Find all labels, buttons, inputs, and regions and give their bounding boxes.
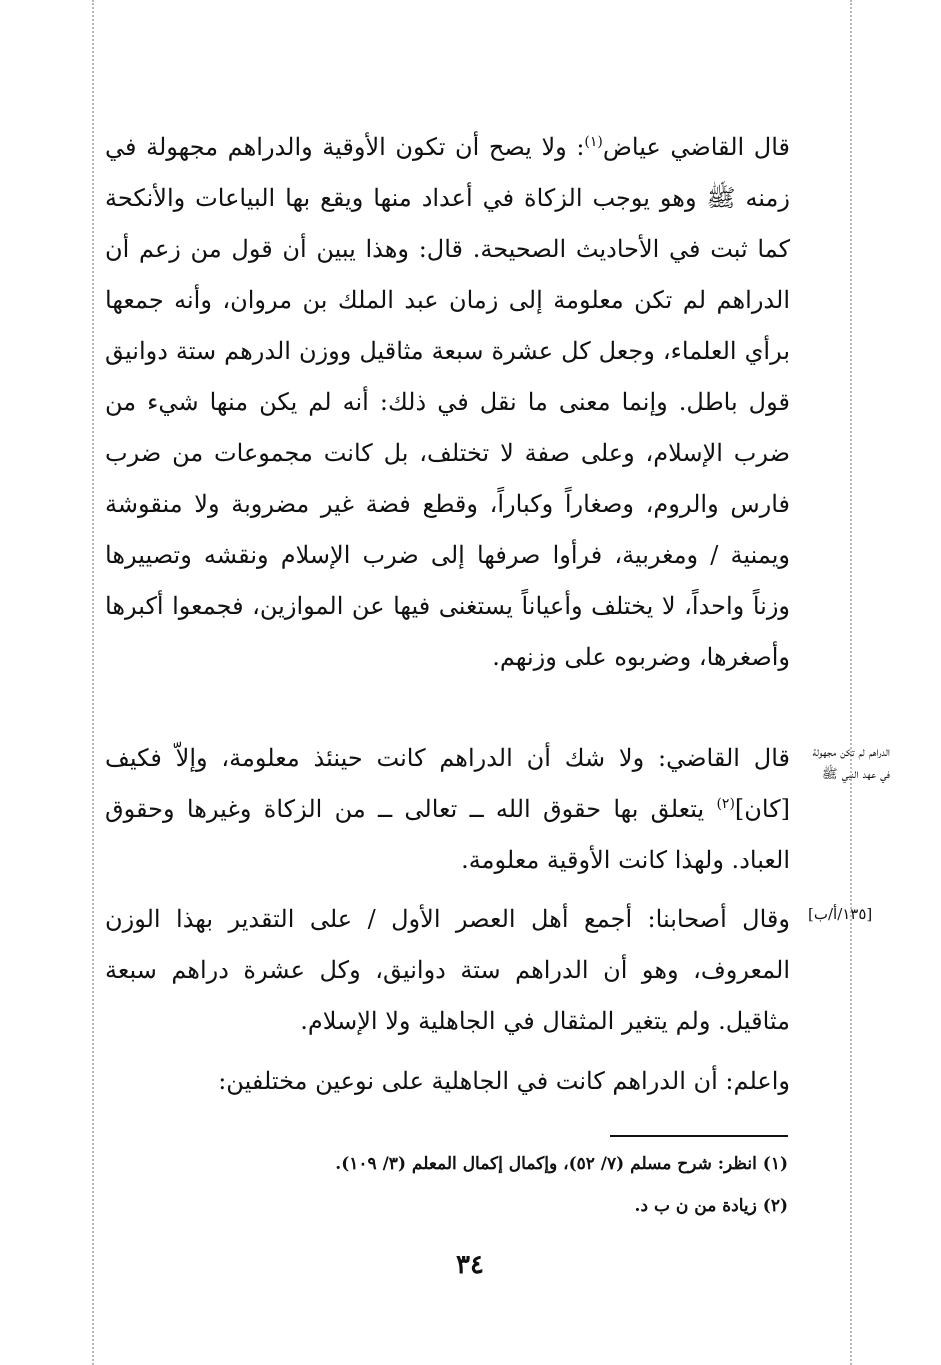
paragraph-3: وقال أصحابنا: أجمع أهل العصر الأول / على التقدير بهذا الوزن المعروف، وهو أن الدراهم ستة دوانيق، وكل عشرة دراهم سبعة مثاقيل. ولم يتغير المثقال في الجاهلية ولا الإسلام. (105, 905, 790, 1035)
footnote-1: (١) انظر: شرح مسلم (٧/ ٥٢)، وإكمال إكمال المعلم (٣/ ١٠٩). (335, 1154, 788, 1174)
paragraph-1-text-b: : ولا يصح أن تكون الأوقية والدراهم مجهولة في زمنه ﷺ وهو يوجب الزكاة في أعداد منها ويقع بها البياعات والأنكحة كما ثبت في الأحاديث الصحيحة. قال: وهذا يبين أن قول من زعم أن الدراهم لم تكن معلومة إلى زمان عبد الملك بن مروان، وأنه جمعها برأي العلماء، وجعل كل عشرة سبعة مثاقيل ووزن الدرهم ستة دوانيق قول باطل. وإنما معنى ما نقل في ذلك: أنه لم يكن منها شيء من ضرب الإسلام، وعلى صفة لا تختلف، بل كانت مجموعات من ضرب فارس والروم، وصغاراً وكباراً، وقطع فضة غير مضروبة ولا منقوشة ويمنية / ومغربية، فرأوا صرفها إلى ضرب الإسلام ونقشه وتصييرها وزناً واحداً، لا يختلف وأعياناً يستغنى فيها عن الموازين، فجمعوا أكبرها وأصغرها، وضربوه على وزنهم. (105, 133, 791, 671)
folio-marker: [١٣٥/أ/ب] (808, 905, 873, 923)
paragraph-2-text-a: قال القاضي: ولا شك أن الدراهم كانت حينئذ معلومة، وإلاّ فكيف [كان] (105, 744, 790, 823)
footnote-2: (٢) زيادة من ن ب د. (634, 1196, 788, 1216)
margin-note: الدراهم لم تكن مجهولة في عهد النبي ﷺ (812, 745, 890, 782)
paragraph-2 (105, 733, 790, 886)
footnote-separator (610, 1135, 788, 1137)
left-dotted-guide (92, 0, 94, 1365)
paragraph-1-text-a: قال القاضي عياض (602, 133, 790, 161)
footnote-ref-2: (٢) (716, 796, 735, 812)
paragraph-1 (105, 122, 790, 683)
footnote-ref-1: (١) (584, 134, 603, 150)
page-number: ٣٤ (456, 1250, 484, 1280)
right-dotted-guide (850, 0, 852, 1365)
paragraph-2-text-b: يتعلق بها حقوق الله ــ تعالى ــ من الزكاة وغيرها وحقوق العباد. ولهذا كانت الأوقية معلومة. (105, 795, 790, 874)
paragraph-4: واعلم: أن الدراهم كانت في الجاهلية على نوعين مختلفين: (218, 1067, 790, 1095)
